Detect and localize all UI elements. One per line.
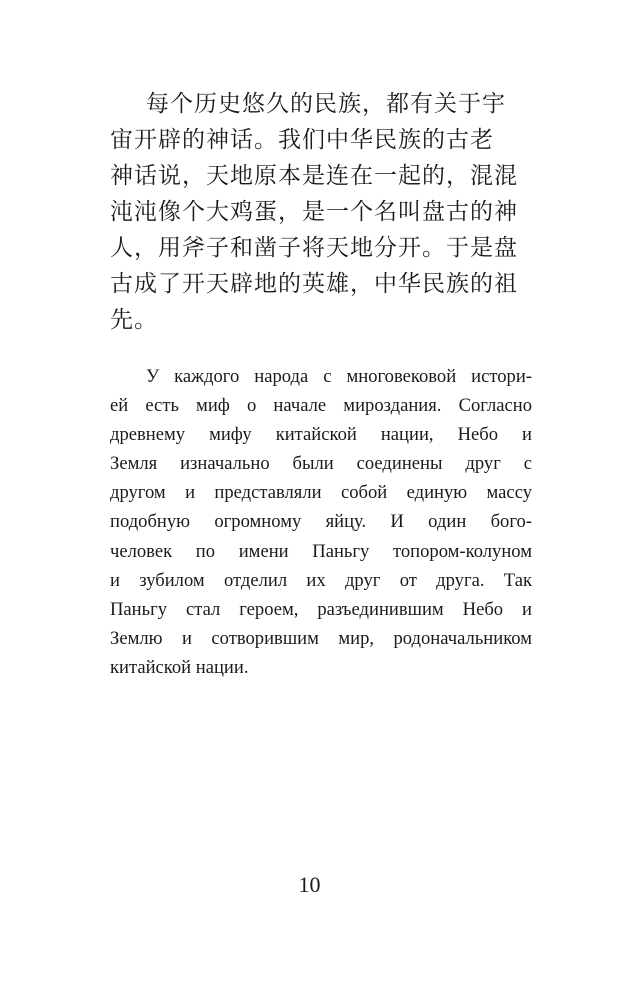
russian-line: Паньгу стал героем, разъединившим Небо и <box>110 598 532 620</box>
russian-paragraph <box>110 362 532 682</box>
russian-line: ей есть миф о начале мироздания. Согласно <box>110 395 532 417</box>
chinese-line: 人，用斧子和凿子将天地分开。于是盘 <box>110 235 518 261</box>
russian-line: и зубилом отделил их друг от друга. Так <box>110 569 532 591</box>
russian-line: У каждого народа с многовековой истори- <box>146 366 532 387</box>
chinese-line: 宙开辟的神话。我们中华民族的古老 <box>110 127 494 153</box>
chinese-line: 神话说，天地原本是连在一起的，混混 <box>110 163 518 189</box>
chinese-line: 先。 <box>110 307 158 333</box>
chinese-paragraph <box>110 86 532 338</box>
chinese-line: 古成了开天辟地的英雄，中华民族的祖 <box>110 271 518 297</box>
russian-line: человек по имени Паньгу топором-колуном <box>110 540 532 562</box>
russian-line: Землю и сотворившим мир, родоначальником <box>110 627 532 649</box>
chinese-line: 每个历史悠久的民族，都有关于宇 <box>146 91 506 117</box>
russian-line: Земля изначально были соединены друг с <box>110 453 532 475</box>
russian-line: древнему мифу китайской нации, Небо и <box>110 424 532 446</box>
russian-line: подобную огромному яйцу. И один бого- <box>110 511 532 533</box>
russian-line: китайской нации. <box>110 656 249 678</box>
chinese-line: 沌沌像个大鸡蛋，是一个名叫盘古的神 <box>110 199 518 225</box>
russian-line: другом и представляли собой единую массу <box>110 482 532 504</box>
page-number: 10 <box>298 872 321 897</box>
